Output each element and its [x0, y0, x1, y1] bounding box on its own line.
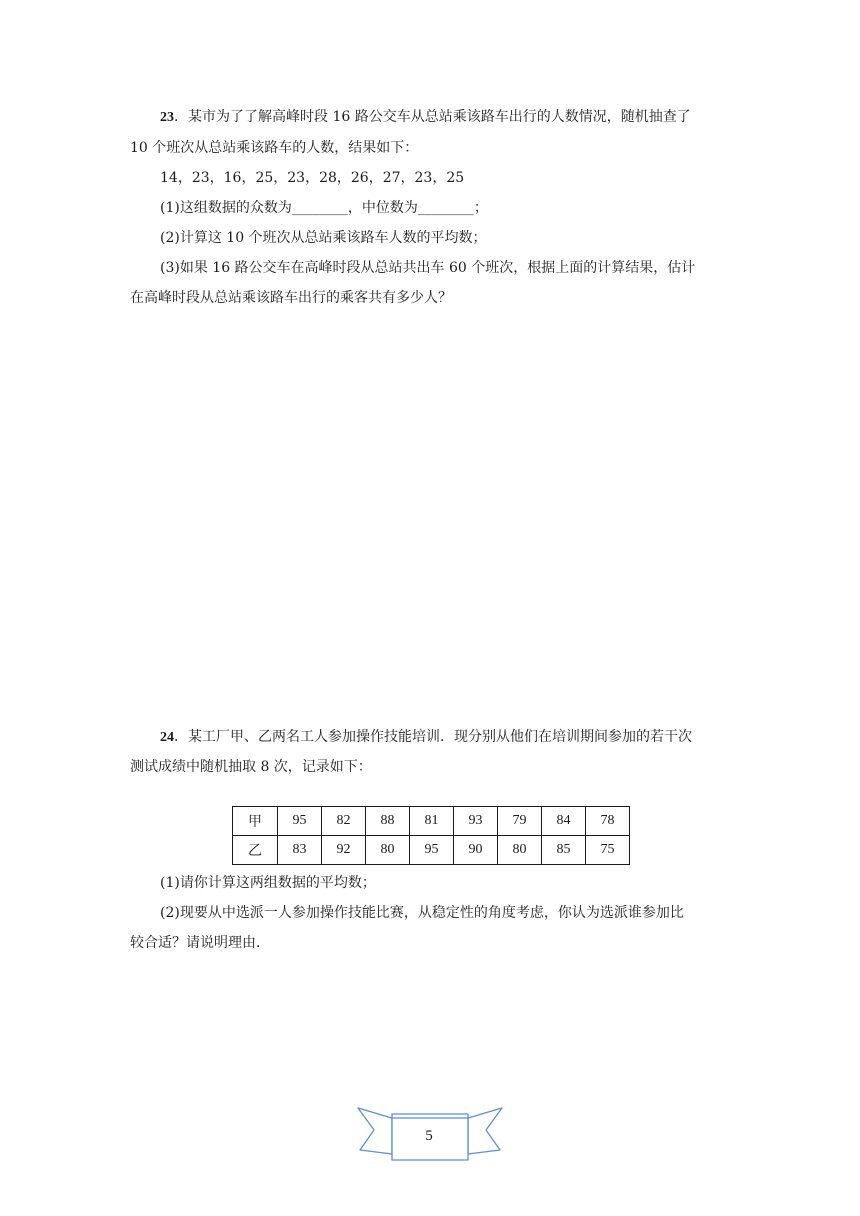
row-label-jia: 甲 — [233, 807, 278, 836]
q24-part2-line1: (2)现要从中选派一人参加操作技能比赛，从稳定性的角度考虑，你认为选派谁参加比 — [160, 905, 684, 921]
table-cell: 84 — [542, 807, 586, 836]
table-cell: 93 — [454, 807, 498, 836]
q24-line1-text: ．某工厂甲、乙两名工人参加操作技能培训．现分别从他们在培训期间参加的若干次 — [174, 729, 692, 745]
table-cell: 95 — [278, 807, 322, 836]
table-cell: 80 — [366, 836, 410, 865]
row-label-yi: 乙 — [233, 836, 278, 865]
q24-line2: 测试成绩中随机抽取 8 次，记录如下： — [130, 759, 372, 775]
table-cell: 78 — [586, 807, 630, 836]
table-cell: 95 — [410, 836, 454, 865]
table-cell: 75 — [586, 836, 630, 865]
q23-line1 — [160, 107, 691, 128]
q24-line1 — [160, 727, 692, 748]
table-cell: 82 — [322, 807, 366, 836]
table-row — [233, 807, 630, 836]
q23-part3-line1: (3)如果 16 路公交车在高峰时段从总站共出车 60 个班次，根据上面的计算结果，估计 — [160, 260, 696, 276]
table-cell: 88 — [366, 807, 410, 836]
table-cell: 81 — [410, 807, 454, 836]
q23-part2: (2)计算这 10 个班次从总站乘该路车人数的平均数； — [160, 230, 487, 246]
table-cell: 79 — [498, 807, 542, 836]
q24-number: 24 — [160, 730, 174, 745]
table-cell: 90 — [454, 836, 498, 865]
q23-line1-text: ．某市为了了解高峰时段 16 路公交车从总站乘该路车出行的人数情况，随机抽查了 — [174, 109, 691, 125]
q23-data-line: 14，23，16，25，23，28，26，27，23，25 — [160, 170, 465, 186]
q23-line2: 10 个班次从总站乘该路车的人数，结果如下： — [130, 140, 419, 156]
table-cell: 83 — [278, 836, 322, 865]
table-cell: 85 — [542, 836, 586, 865]
q23-number: 23 — [160, 110, 174, 125]
score-table — [232, 806, 630, 865]
q24-part1: (1)请你计算这两组数据的平均数； — [160, 875, 376, 891]
page-number: 5 — [425, 1128, 433, 1144]
q23-part1: (1)这组数据的众数为________，中位数为________； — [160, 200, 488, 216]
table-cell: 80 — [498, 836, 542, 865]
table-row — [233, 836, 630, 865]
q23-part3-line2: 在高峰时段从总站乘该路车出行的乘客共有多少人？ — [130, 290, 452, 306]
q24-part2-line2: 较合适？请说明理由． — [130, 935, 270, 951]
table-cell: 92 — [322, 836, 366, 865]
